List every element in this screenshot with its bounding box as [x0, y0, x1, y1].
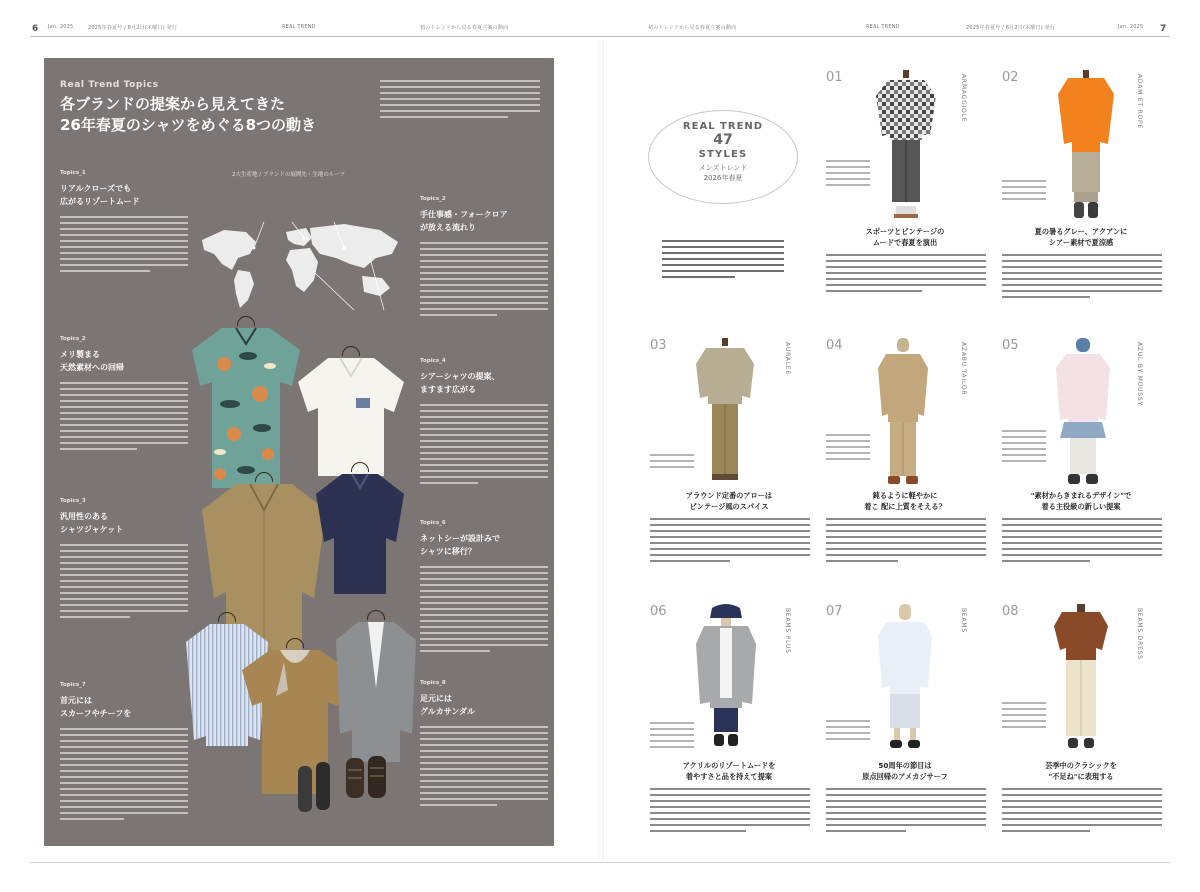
look-caption: スポーツとビンテージの ムードで春夏を演出	[865, 227, 945, 247]
look-brand: AURALEE	[784, 342, 791, 376]
topic-heading: リアルクローズでも 広がるリゾートムード	[60, 184, 140, 206]
badge-line-5: 2026年春夏	[703, 174, 743, 182]
topic-2	[60, 336, 188, 454]
look-02	[1002, 70, 1172, 340]
gurkha-sandals-image	[342, 750, 392, 810]
look-body	[1002, 788, 1162, 836]
look-02-outfit-image	[1056, 70, 1116, 220]
topic-heading: 汎用性のある シャツジャケット	[60, 512, 124, 534]
look-01-outfit-image	[874, 70, 938, 220]
look-specs	[826, 434, 870, 464]
look-caption: アクリルのリゾートムードを 着やすさと品を持えて提案	[682, 761, 776, 781]
topic-heading: シアーシャツの提案、 ますます広がる	[420, 372, 500, 394]
look-number: 01	[826, 70, 843, 85]
look-brand: BEAMS DRESS	[1136, 608, 1143, 660]
map-caption: 2大生産地 / ブランドの展開先・生地のルーツ	[232, 172, 346, 178]
look-brand: AZUL BY MOUSSY	[1136, 342, 1143, 406]
look-body	[826, 518, 986, 566]
look-brand: ARMAGGIOLE	[960, 74, 967, 123]
left-page-number: 6	[32, 24, 39, 34]
look-body	[1002, 518, 1162, 566]
topic-number: Topics_7	[60, 682, 86, 688]
look-caption: "素材からきまれるデザイン"で 着る主役級の新しい提案	[1030, 491, 1132, 511]
topic-1	[60, 170, 188, 276]
topic-body	[420, 566, 548, 652]
right-intro-text	[662, 240, 784, 282]
right-issue: 2025年春夏号 / 8月2日(木曜日) 発行	[966, 25, 1056, 31]
topic-number: Topics_8	[420, 680, 446, 686]
look-number: 07	[826, 604, 843, 619]
left-section: REAL TREND	[282, 24, 316, 30]
topics-panel	[44, 58, 554, 846]
look-body	[826, 254, 986, 296]
badge-line-1: REAL TREND	[682, 121, 764, 132]
look-05	[1002, 338, 1172, 598]
topic-number: Topics_1	[60, 170, 86, 176]
topic-heading: 首元には スカーフやチーフを	[60, 696, 132, 718]
world-map-icon	[194, 218, 414, 318]
look-01	[826, 70, 996, 340]
look-04	[826, 338, 996, 598]
topic-6	[420, 520, 548, 656]
look-specs	[650, 722, 694, 752]
look-05-outfit-image	[1054, 338, 1112, 488]
topic-heading: メリ製まる 天然素材への回帰	[60, 350, 124, 372]
loafers-image	[294, 758, 334, 822]
panel-title-line-1: 各ブランドの提案から見えてきた	[60, 95, 286, 113]
topic-4	[420, 358, 548, 488]
topic-number: Topics_2	[420, 196, 446, 202]
topic-number: Topics_6	[420, 520, 446, 526]
topic-heading: ネットシーが設計みで シャツに移行？	[420, 534, 500, 556]
topic-body	[60, 728, 188, 820]
topic-heading: 手仕事感・フォークロア が放える流れり	[420, 210, 508, 232]
real-trend-badge	[648, 110, 798, 204]
right-page-number: 7	[1160, 24, 1167, 34]
right-section: REAL TREND	[866, 24, 900, 30]
look-body	[650, 518, 810, 566]
badge-line-4: メンズトレンド	[698, 164, 748, 172]
left-date: Jan. 2025	[48, 24, 74, 30]
look-specs	[1002, 702, 1046, 732]
look-number: 05	[1002, 338, 1019, 353]
look-06	[650, 604, 820, 856]
header-rule	[30, 36, 1170, 37]
look-specs	[826, 720, 870, 744]
look-specs	[1002, 430, 1046, 466]
look-number: 04	[826, 338, 843, 353]
look-06-outfit-image	[694, 604, 758, 750]
look-specs	[1002, 180, 1046, 204]
center-left-header: 初のトレンドから見る春夏立案の動向	[420, 25, 509, 31]
navy-sheer-shirt-image	[314, 470, 406, 600]
topic-body	[60, 216, 188, 272]
look-brand: BEAMS	[960, 608, 967, 633]
panel-title	[60, 94, 380, 136]
look-caption: アラウンド定番のアローは ビンテージ風のスパイス	[685, 491, 773, 511]
look-specs	[650, 454, 694, 472]
topic-8	[420, 680, 548, 810]
topic-body	[420, 404, 548, 484]
topic-body	[60, 544, 188, 618]
topic-body	[420, 726, 548, 806]
look-number: 02	[1002, 70, 1019, 85]
look-body	[826, 788, 986, 836]
footer-rule	[30, 862, 1170, 863]
panel-kicker: Real Trend Topics	[60, 80, 159, 90]
look-brand: BEAMS PLUS	[784, 608, 791, 654]
look-caption: 芸季中のクラシックを "不足ね"に表現する	[1045, 761, 1117, 781]
topic-body	[420, 242, 548, 316]
topic-number: Topics_4	[420, 358, 446, 364]
grey-jacket-image	[334, 618, 418, 768]
look-04-outfit-image	[876, 338, 930, 488]
right-date: Jan. 2025	[1118, 24, 1144, 30]
look-caption: 夏の暑るグレー、アクアンに シアー素材で夏涼感	[1034, 227, 1128, 247]
look-number: 03	[650, 338, 667, 353]
white-shirt-image	[296, 354, 406, 482]
look-body	[650, 788, 810, 836]
topic-heading: 足元には グルカサンダル	[420, 694, 476, 716]
look-number: 06	[650, 604, 667, 619]
look-07	[826, 604, 996, 856]
badge-line-3: STYLES	[698, 149, 748, 160]
topic-number: Topics_3	[60, 498, 86, 504]
aloha-shirt-image	[190, 324, 302, 494]
look-number: 08	[1002, 604, 1019, 619]
look-07-outfit-image	[876, 604, 934, 752]
look-08-outfit-image	[1052, 604, 1110, 752]
badge-line-2: 47	[713, 132, 733, 148]
page-gutter	[598, 40, 604, 860]
topic-7	[60, 682, 188, 824]
look-caption: 50周年の節目は 原点回帰のアメカジサーフ	[862, 761, 948, 781]
look-03-outfit-image	[694, 338, 756, 484]
topic-3	[60, 498, 188, 622]
look-caption: 鈍るように軽やかに 着こ 配に上質をそえる？	[864, 491, 946, 511]
topic-number: Topics_2	[60, 336, 86, 342]
topic-2b	[420, 196, 548, 320]
topic-body	[60, 382, 188, 450]
look-body	[1002, 254, 1162, 302]
left-issue: 2025年春夏号 / 8月2日(木曜日) 発行	[88, 25, 178, 31]
panel-title-line-2: 26年春夏のシャツをめぐる8つの動き	[60, 116, 317, 134]
center-right-header: 初のトレンドから見る春夏立案の動向	[648, 25, 737, 31]
panel-lead-text	[380, 80, 540, 122]
look-brand: AZABU TAILOR	[960, 342, 967, 396]
look-03	[650, 338, 820, 598]
look-08	[1002, 604, 1172, 856]
look-specs	[826, 160, 870, 190]
look-brand: ADAM ET ROPE	[1136, 74, 1143, 130]
